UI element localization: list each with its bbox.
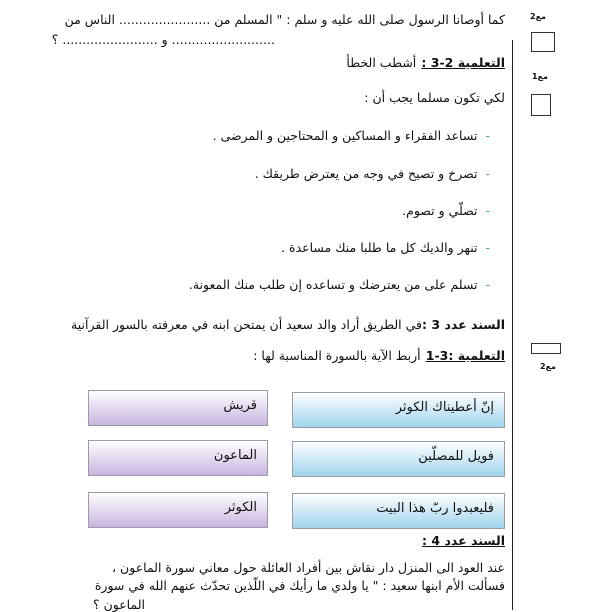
sanad-3-label: السند عدد 3 : [422, 317, 505, 332]
surah-card[interactable]: الماعون [88, 440, 268, 476]
score-box-ma1[interactable] [531, 94, 551, 116]
bullet-dash-icon: - [485, 128, 490, 143]
hadith-quote-line1: كما أوصانا الرسول صلى الله عليه و سلم : " المسلم من ....................... الناس من [64, 12, 505, 27]
learning-3-1-instruction: أربط الآية بالسورة المناسبة لها : [253, 348, 421, 363]
bullet-dash-icon: - [485, 166, 490, 181]
learning-3-1-heading [253, 345, 505, 364]
sanad-3 [71, 314, 505, 333]
learning-2-3-title: التعلمية 2-3 : [421, 55, 505, 70]
sanad-3-text: في الطريق أراد والد سعيد أن يمتحن ابنه في معرفته بالسور القرآنية [71, 317, 423, 332]
bullet-dash-icon: - [485, 203, 490, 218]
statement-text: تساعد الفقراء و المساكين و المحتاجين و المرضى . [212, 128, 478, 143]
sanad-4-line1: عند العود الى المنزل دار نقاش بين أفراد العائلة حول معاني سورة الماعون ، [112, 560, 505, 575]
statement-item[interactable] [213, 128, 490, 143]
statement-item[interactable] [255, 166, 490, 181]
margin-label-ma1: مع1 [532, 72, 548, 81]
statement-text: تصلّي و تصوم. [402, 203, 478, 218]
hadith-quote-line2: .......................... و ........................ ؟ [51, 32, 275, 47]
surah-card[interactable]: الكوثر [88, 492, 268, 528]
verse-card[interactable]: إنّ أعطيناك الكوثر [292, 392, 505, 428]
margin-label-ma2-top: مع2 [530, 12, 546, 21]
score-box-ma2-top[interactable] [531, 32, 555, 52]
margin-label-ma2-bottom: مع2 [540, 362, 556, 371]
statement-item[interactable] [402, 203, 490, 218]
statement-text: تصرخ و تصيح في وجه من يعترض طريقك . [254, 166, 478, 181]
sanad-4-label: السند عدد 4 : [422, 533, 505, 548]
margin-divider [512, 40, 513, 610]
intro-text: لكي تكون مسلما يجب أن : [364, 90, 505, 105]
learning-2-3-heading [346, 52, 505, 71]
verse-card[interactable]: فويل للمصلّين [292, 441, 505, 477]
verse-card[interactable]: فليعبدوا ربّ هذا البيت [292, 493, 505, 529]
learning-3-1-title: التعلمية :3-1 [425, 348, 505, 363]
surah-card[interactable]: قريش [88, 390, 268, 426]
bullet-dash-icon: - [485, 240, 490, 255]
bullet-dash-icon: - [485, 277, 490, 292]
sanad-4-line2: فسألت الأم ابنها سعيد : " يا ولدي ما رأيك في اللّذين تحدّث عنهم الله في سورة [94, 578, 505, 593]
statement-item[interactable] [189, 277, 490, 292]
learning-2-3-instruction: أشطب الخطأ [346, 55, 417, 70]
statement-item[interactable] [281, 240, 490, 255]
statement-text: تسلم على من يعترضك و تساعده إن طلب منك المعونة. [188, 277, 478, 292]
sanad-4-line3: الماعون ؟ [92, 597, 145, 612]
score-box-ma2-bottom[interactable] [531, 343, 561, 354]
statement-text: تنهر والديك كل ما طلبا منك مساعدة . [281, 240, 478, 255]
